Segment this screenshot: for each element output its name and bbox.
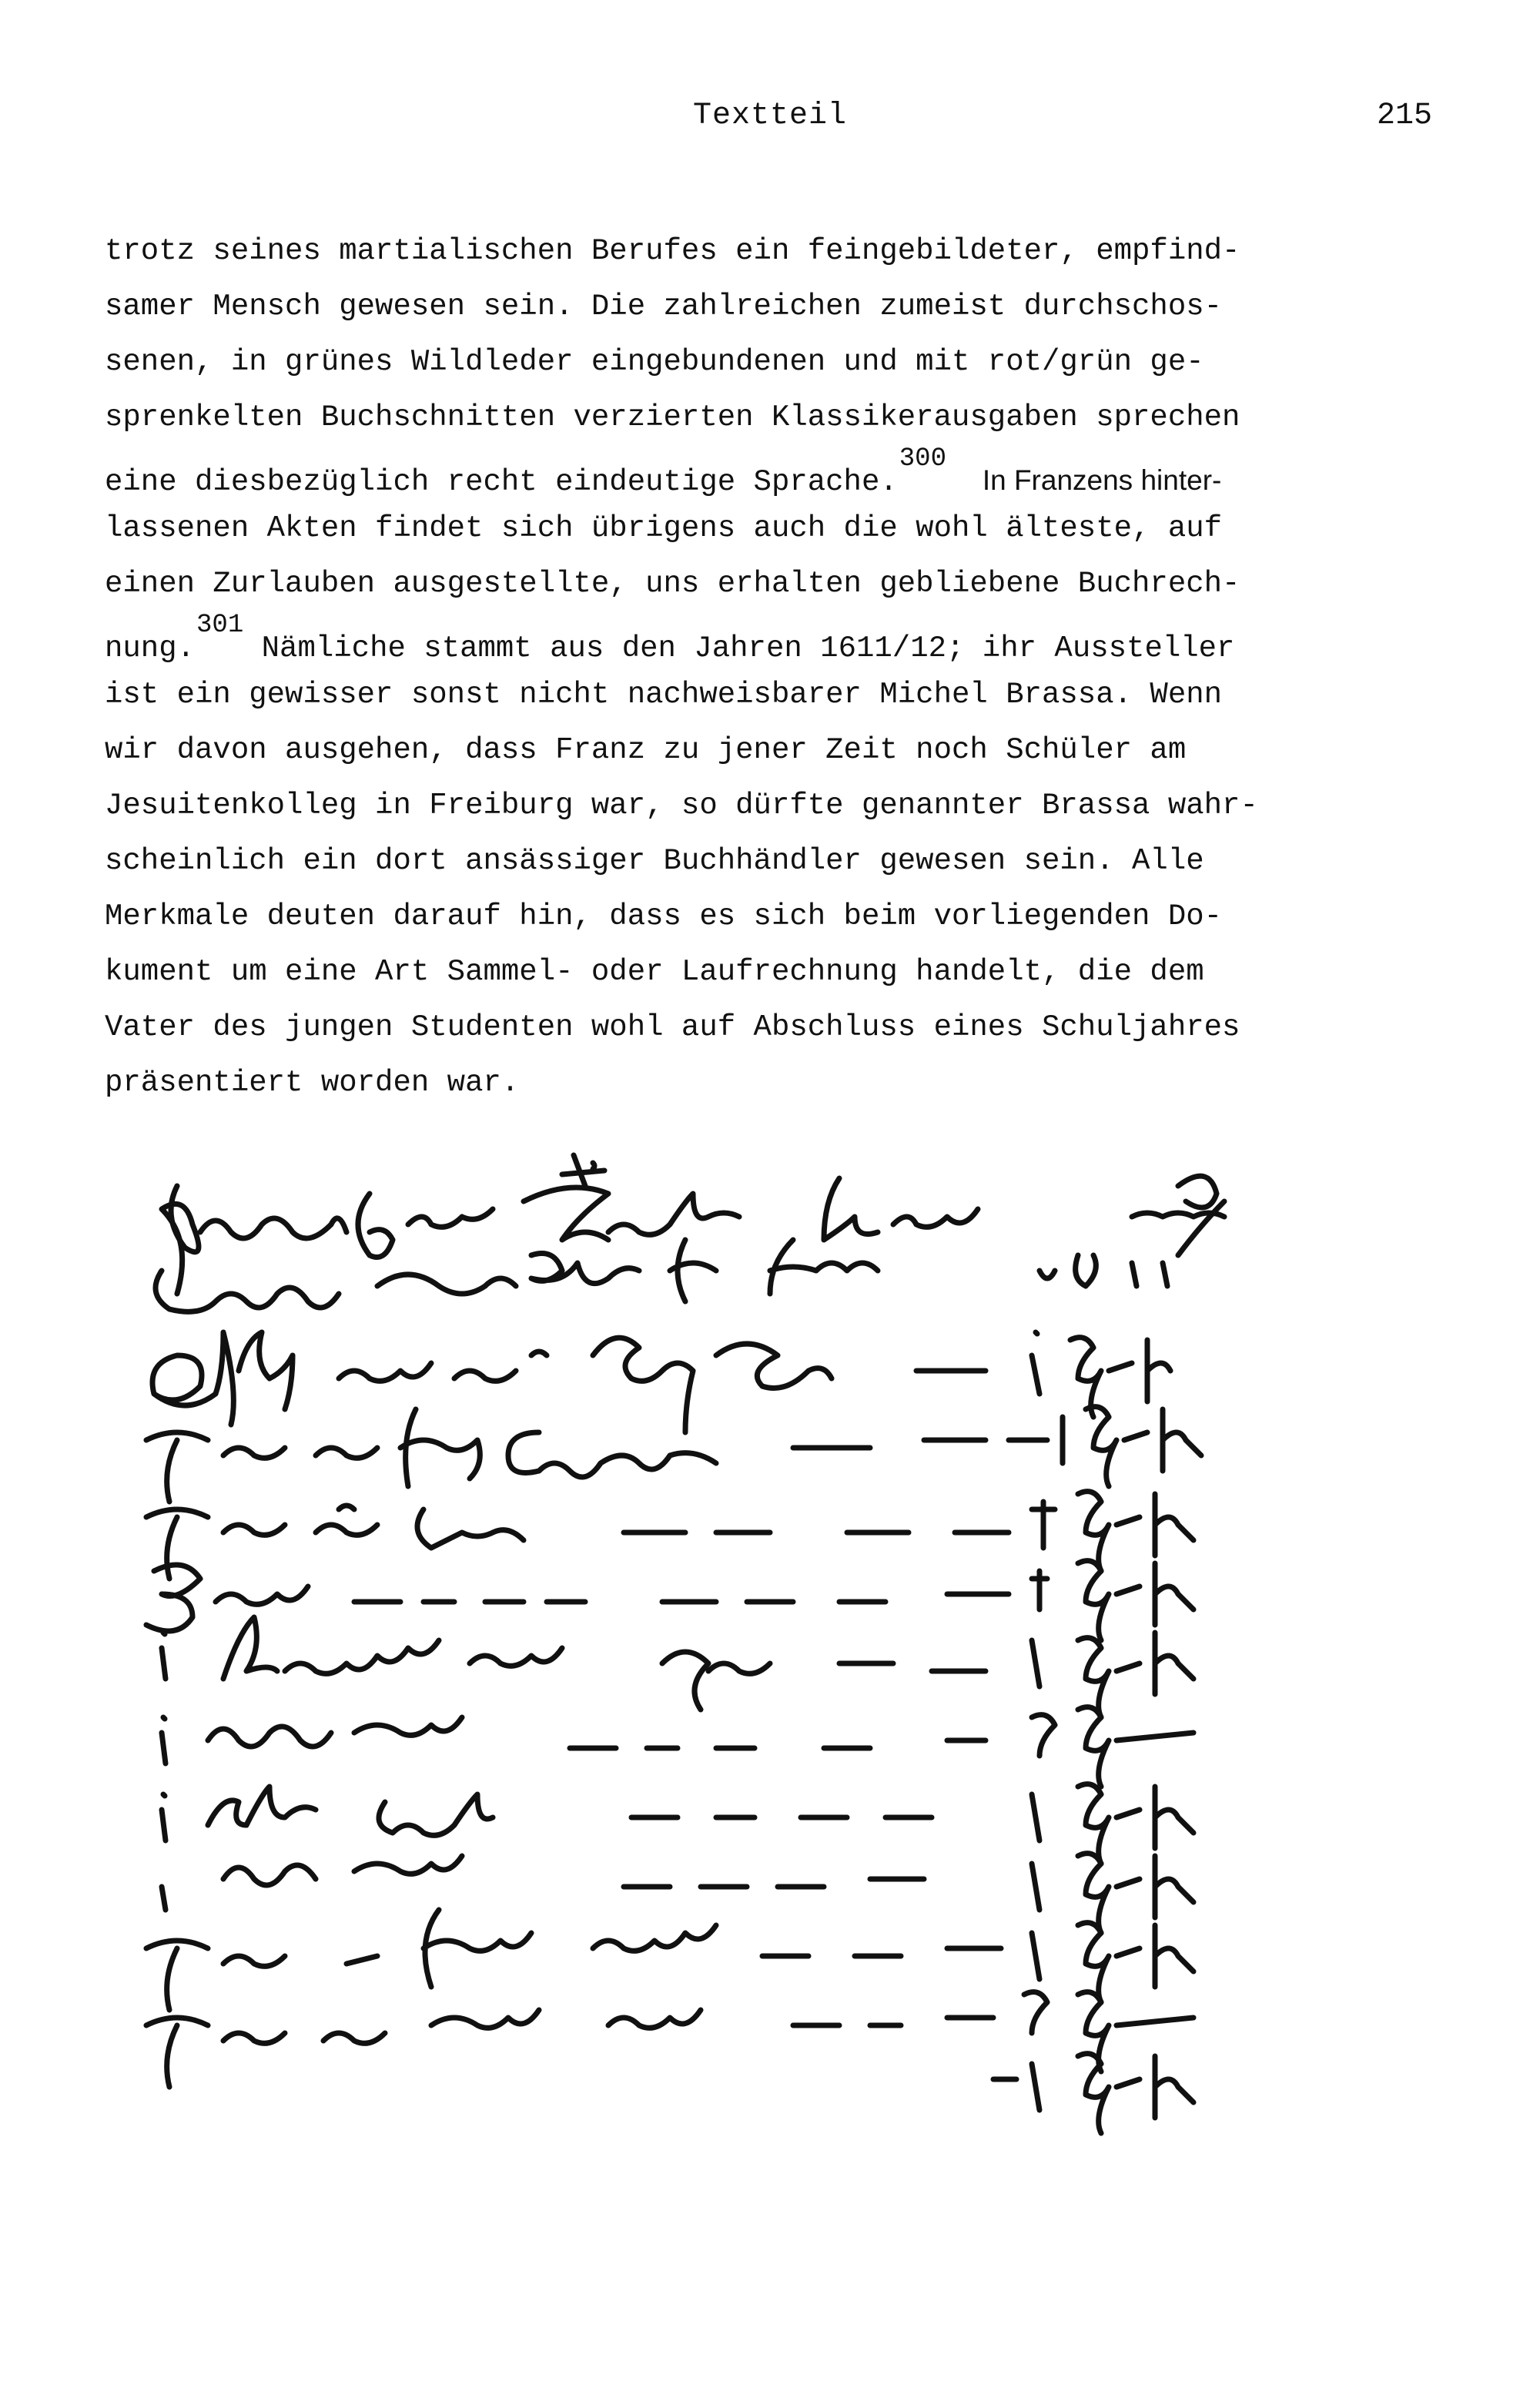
text-line (105, 667, 1445, 722)
line-text: sprenkelten Buchschnitten verzierten Klassikerausgaben sprechen (105, 400, 1240, 434)
line-text: einen Zurlauben ausgestellte, uns erhalten gebliebene Buchrech- (105, 567, 1240, 601)
line-text: Merkmale deuten darauf hin, dass es sich beim vorliegenden Do- (105, 899, 1223, 933)
text-line (105, 778, 1445, 833)
line-text: kument um eine Art Sammel- oder Laufrechnung handelt, die dem (105, 955, 1204, 989)
line-text: Nämliche stammt aus den Jahren 1611/12; ihr Aussteller (261, 631, 1235, 665)
line-text: präsentiert worden war. (105, 1066, 520, 1100)
line-text: lassenen Akten findet sich übrigens auch die wohl älteste, auf (105, 511, 1223, 545)
handwritten-bill-image (131, 1140, 1455, 2187)
line-text: senen, in grünes Wildleder eingebundenen und mit rot/grün ge- (105, 345, 1204, 379)
body-text (105, 223, 1445, 1110)
text-line (105, 223, 1445, 279)
line-text: eine diesbezüglich recht eindeutige Sprache. (105, 465, 898, 499)
line-text: scheinlich ein dort ansässiger Buchhändler gewesen sein. Alle (105, 844, 1204, 878)
line-text: ist ein gewisser sonst nicht nachweisbarer Michel Brassa. Wenn (105, 678, 1223, 712)
line-text: Jesuitenkolleg in Freiburg war, so dürfte genannter Brassa wahr- (105, 789, 1258, 822)
text-line (105, 279, 1445, 334)
text-line (105, 889, 1445, 944)
text-line (105, 611, 1445, 667)
line-text-proportional: In Franzens hinter- (982, 464, 1222, 496)
manuscript-facsimile (131, 1140, 1455, 2187)
running-head (0, 99, 1540, 145)
line-text: Vater des jungen Studenten wohl auf Abschluss eines Schuljahres (105, 1010, 1240, 1044)
text-line (105, 390, 1445, 445)
line-text: samer Mensch gewesen sein. Die zahlreichen zumeist durchschos- (105, 290, 1223, 323)
running-title: Textteil (693, 99, 848, 133)
line-text: trotz seines martialischen Berufes ein feingebildeter, empfind- (105, 234, 1240, 268)
text-line (105, 722, 1445, 778)
line-text: nung. (105, 631, 196, 665)
text-line (105, 1055, 1445, 1110)
text-line (105, 501, 1445, 556)
text-line (105, 833, 1445, 889)
line-text: wir davon ausgehen, dass Franz zu jener Zeit noch Schüler am (105, 733, 1187, 767)
text-line (105, 334, 1445, 390)
text-line (105, 445, 1445, 501)
page-number: 215 (1376, 99, 1432, 133)
text-line (105, 944, 1445, 1000)
text-line (105, 556, 1445, 611)
text-line (105, 1000, 1445, 1055)
footnote-ref-301[interactable]: 301 (196, 611, 244, 640)
footnote-ref-300[interactable]: 300 (899, 444, 946, 474)
